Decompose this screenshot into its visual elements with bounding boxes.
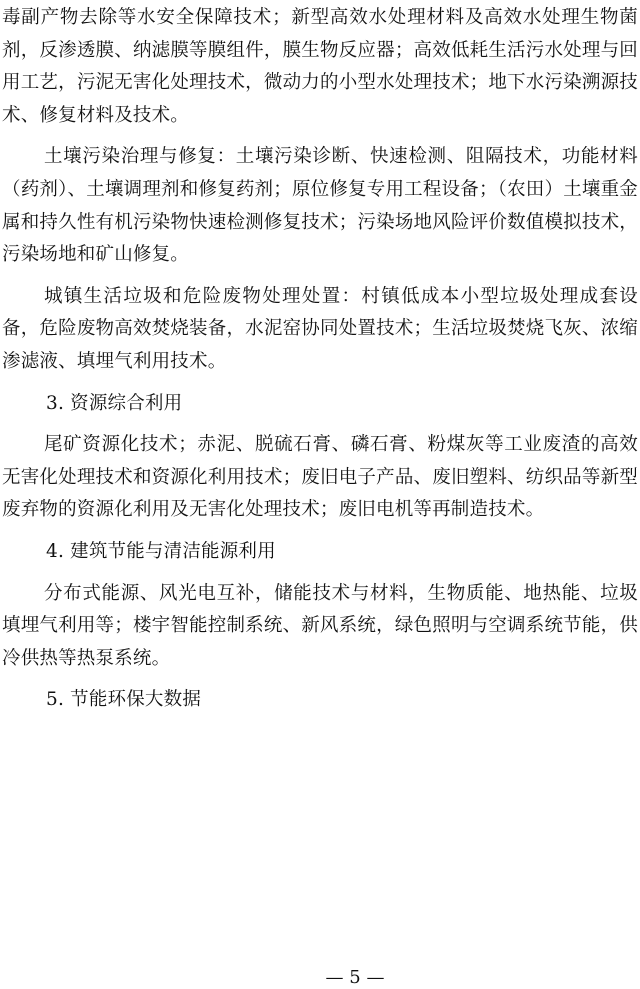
paragraph-building-energy: 分布式能源、风光电互补，储能技术与材料，生物质能、地热能、垃圾填埋气利用等；楼宇智能控制系统、新风系统，绿色照明与空调系统节能，供冷供热等热泵系统。	[2, 582, 638, 669]
section-heading-building-energy: 4. 建筑节能与清洁能源利用	[46, 540, 276, 562]
section-heading-big-data: 5. 节能环保大数据	[46, 689, 202, 711]
body-text	[2, 2, 638, 726]
section-heading-resource-utilization: 3. 资源综合利用	[46, 392, 183, 414]
paragraph-resource-utilization: 尾矿资源化技术；赤泥、脱硫石膏、磷石膏、粉煤灰等工业废渣的高效无害化处理技术和资源化利用技术；废旧电子产品、废旧塑料、纺织品等新型废弃物的资源化利用及无害化处理技术；废旧电机等再制造技术。	[2, 434, 638, 521]
page-number: — 5 —	[325, 967, 385, 988]
paragraph-water-safety: 毒副产物去除等水安全保障技术；新型高效水处理材料及高效水处理生物菌剂，反渗透膜、纳滤膜等膜组件，膜生物反应器；高效低耗生活污水处理与回用工艺，污泥无害化处理技术，微动力的小型水处理技术；地下水污染溯源技术、修复材料及技术。	[2, 7, 638, 126]
paragraph-soil-remediation: 土壤污染治理与修复：土壤污染诊断、快速检测、阻隔技术，功能材料（药剂）、土壤调理剂和修复药剂；原位修复专用工程设备；（农田）土壤重金属和持久性有机污染物快速检测修复技术；污染场地风险评价数值模拟技术，污染场地和矿山修复。	[2, 146, 639, 266]
paragraph-waste-disposal: 城镇生活垃圾和危险废物处理处置：村镇低成本小型垃圾处理成套设备，危险废物高效焚烧装备，水泥窑协同处置技术；生活垃圾焚烧飞灰、浓缩渗滤液、填埋气利用技术。	[2, 285, 638, 372]
